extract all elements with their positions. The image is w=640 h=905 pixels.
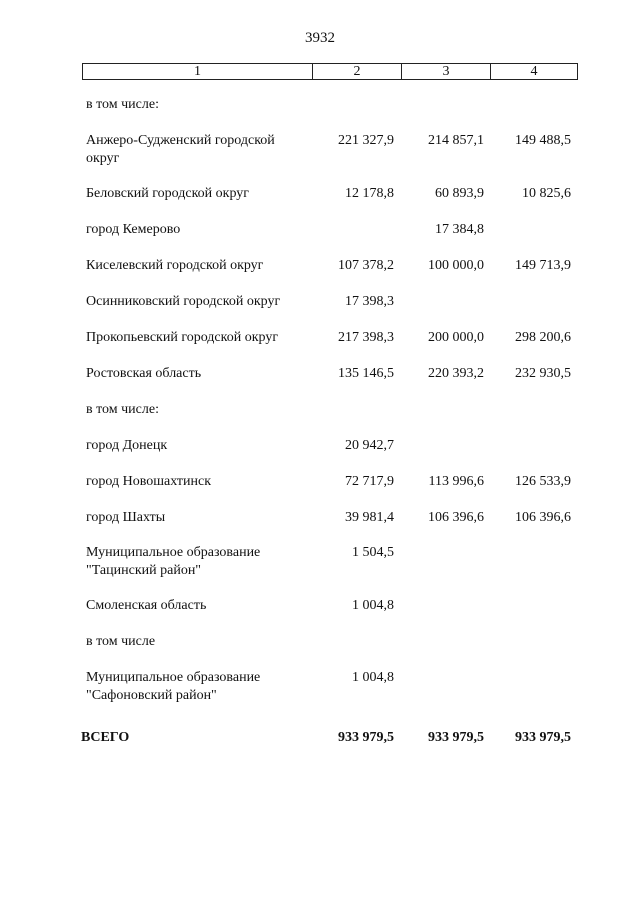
value-col4: 298 200,6 (515, 330, 571, 345)
value-col2: 20 942,7 (345, 438, 394, 453)
value-col4: 232 930,5 (515, 366, 571, 381)
value-col4: 106 396,6 (515, 510, 571, 525)
row-label: Ростовская область (86, 366, 202, 381)
value-col3: 113 996,6 (428, 474, 484, 489)
column-header-2: 2 (313, 64, 402, 79)
value-col2: 221 327,9 (338, 133, 394, 148)
row-label: город Новошахтинск (86, 474, 212, 489)
table-header (82, 63, 578, 80)
total-label: ВСЕГО (81, 730, 130, 745)
value-col4: 149 488,5 (515, 133, 571, 148)
row-label: Муниципальное образование "Тацинский район" (86, 545, 261, 578)
value-col2: 1 004,8 (352, 670, 394, 685)
page-number: 3932 (305, 30, 335, 46)
total-col2: 933 979,5 (338, 730, 394, 745)
row-label: в том числе: (86, 97, 159, 112)
value-col3: 100 000,0 (428, 258, 484, 273)
value-col3: 106 396,6 (428, 510, 484, 525)
value-col2: 217 398,3 (338, 330, 394, 345)
row-label: Прокопьевский городской округ (86, 330, 279, 345)
row-label: в том числе: (86, 402, 159, 417)
row-label: Муниципальное образование "Сафоновский район" (86, 670, 261, 703)
column-header-4: 4 (530, 64, 538, 79)
row-label: в том числе (86, 634, 156, 649)
value-col2: 107 378,2 (338, 258, 394, 273)
row-label: Киселевский городской округ (86, 258, 264, 273)
value-col3: 60 893,9 (435, 186, 484, 201)
value-col4: 10 825,6 (522, 186, 571, 201)
total-col3: 933 979,5 (428, 730, 484, 745)
value-col3: 214 857,1 (428, 133, 484, 148)
value-col2: 135 146,5 (338, 366, 394, 381)
value-col2: 12 178,8 (345, 186, 394, 201)
row-label: город Шахты (86, 510, 166, 525)
row-label: город Кемерово (86, 222, 181, 237)
column-header-1: 1 (83, 64, 313, 79)
value-col2: 1 504,5 (352, 545, 394, 560)
value-col3: 220 393,2 (428, 366, 484, 381)
total-col4: 933 979,5 (515, 730, 571, 745)
row-label: Осинниковский городской округ (86, 294, 281, 309)
row-label: Анжеро-Судженский городской округ (86, 133, 275, 166)
value-col3: 200 000,0 (428, 330, 484, 345)
value-col4: 126 533,9 (515, 474, 571, 489)
value-col2: 72 717,9 (345, 474, 394, 489)
value-col2: 17 398,3 (345, 294, 394, 309)
value-col4: 149 713,9 (515, 258, 571, 273)
row-label: город Донецк (86, 438, 168, 453)
row-label: Беловский городской округ (86, 186, 250, 201)
value-col2: 39 981,4 (345, 510, 394, 525)
value-col3: 17 384,8 (435, 222, 484, 237)
row-label: Смоленская область (86, 598, 207, 613)
value-col2: 1 004,8 (352, 598, 394, 613)
column-header-3: 3 (402, 64, 491, 79)
